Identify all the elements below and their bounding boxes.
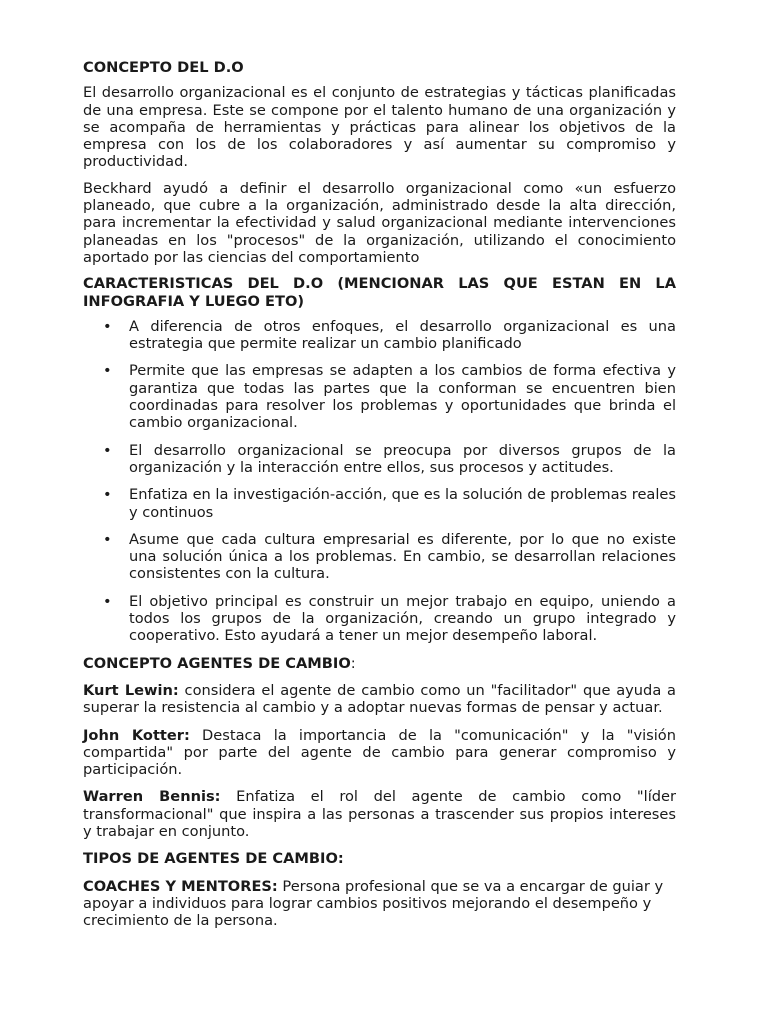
bullet-icon: • [103, 530, 112, 548]
heading-concepto-do: CONCEPTO DEL D.O [83, 59, 244, 76]
list-item [83, 486, 676, 521]
list-item [83, 362, 676, 431]
author-name-warren-bennis: Warren Bennis: [83, 788, 221, 806]
list-item-text: Permite que las empresas se adapten a los cambios de forma efectiva y garantiza que todas las partes que la conforman se encuentren bien coordinadas para resolver los problemas y oportunidades que brinda el cambio organizacional. [129, 362, 676, 432]
label-coaches-mentores: COACHES Y MENTORES: [83, 877, 278, 895]
author-name-john-kotter: John Kotter: [83, 726, 190, 744]
heading-agentes-cambio-text: CONCEPTO AGENTES DE CAMBIO [83, 654, 351, 672]
heading-agentes-cambio-colon: : [350, 654, 356, 672]
author-name-kurt-lewin: Kurt Lewin: [83, 681, 179, 699]
list-item-text: A diferencia de otros enfoques, el desarrollo organizacional es una estrategia que permite realizar un cambio planificado [129, 317, 676, 353]
description-coaches-mentores: Persona profesional que se va a encargar de guiar y apoyar a individuos para lograr cambios positivos mejorando el desempeño y crecimiento de la persona. [83, 877, 664, 930]
paragraph-kurt-lewin [83, 682, 676, 717]
paragraph-beckhard: Beckhard ayudó a definir el desarrollo organizacional como «un esfuerzo planeado, que cubre a la organización, administrado desde la alta dirección, para incrementar la efectividad y salud organizacional mediante intervenciones planeadas en los "procesos" de la organización, utilizando el conocimiento aportado por las ciencias del comportamiento [83, 179, 676, 266]
bullet-icon: • [103, 592, 112, 610]
paragraph-definicion-do: El desarrollo organizacional es el conjunto de estrategias y tácticas planificadas de una empresa. Este se compone por el talento humano de una organización y se acompaña de herramientas y prácticas para alinear los objetivos de la empresa con los de los colaboradores y así aumentar su compromiso y productividad. [83, 84, 676, 171]
author-description-john-kotter: Destaca la importancia de la "comunicación" y la "visión compartida" por parte del agente de cambio para generar compromiso y participación. [83, 726, 676, 779]
bullet-icon: • [103, 362, 112, 380]
list-item-text: Enfatiza en la investigación-acción, que es la solución de problemas reales y continuos [129, 486, 677, 521]
bullet-icon: • [103, 317, 112, 335]
paragraph-coaches-mentores [83, 878, 676, 930]
heading-tipos-agentes: TIPOS DE AGENTES DE CAMBIO: [83, 850, 344, 868]
author-description-warren-bennis: Enfatiza el rol del agente de cambio como "líder transformacional" que inspira a las personas a trascender sus propios intereses y trabajar en conjunto. [83, 788, 676, 840]
list-item-text: Asume que cada cultura empresarial es diferente, por lo que no existe una solución única a los problemas. En cambio, se desarrollan relaciones consistentes con la cultura. [129, 530, 676, 583]
document-page [83, 59, 676, 929]
list-item [83, 593, 676, 645]
author-description-kurt-lewin: considera el agente de cambio como un "facilitador" que ayuda a superar la resistencia al cambio y a adoptar nuevas formas de pensar y actuar. [83, 681, 676, 717]
bullet-icon: • [103, 486, 112, 504]
list-item-text: El desarrollo organizacional se preocupa por diversos grupos de la organización y la interacción entre ellos, sus procesos y actitudes. [129, 441, 676, 476]
paragraph-warren-bennis [83, 788, 676, 840]
bullet-icon: • [103, 441, 112, 459]
heading-caracteristicas: CARACTERISTICAS DEL D.O (MENCIONAR LAS QUE ESTAN EN LA INFOGRAFIA Y LUEGO ETO) [83, 275, 676, 310]
caracteristicas-list [83, 318, 676, 645]
heading-agentes-cambio [83, 655, 676, 672]
paragraph-john-kotter [83, 727, 676, 779]
list-item [83, 318, 676, 353]
list-item [83, 442, 676, 477]
list-item-text: El objetivo principal es construir un mejor trabajo en equipo, uniendo a todos los grupos de la organización, creando un grupo integrado y cooperativo. Esto ayudará a tener un mejor desempeño laboral. [129, 592, 676, 645]
list-item [83, 531, 676, 583]
